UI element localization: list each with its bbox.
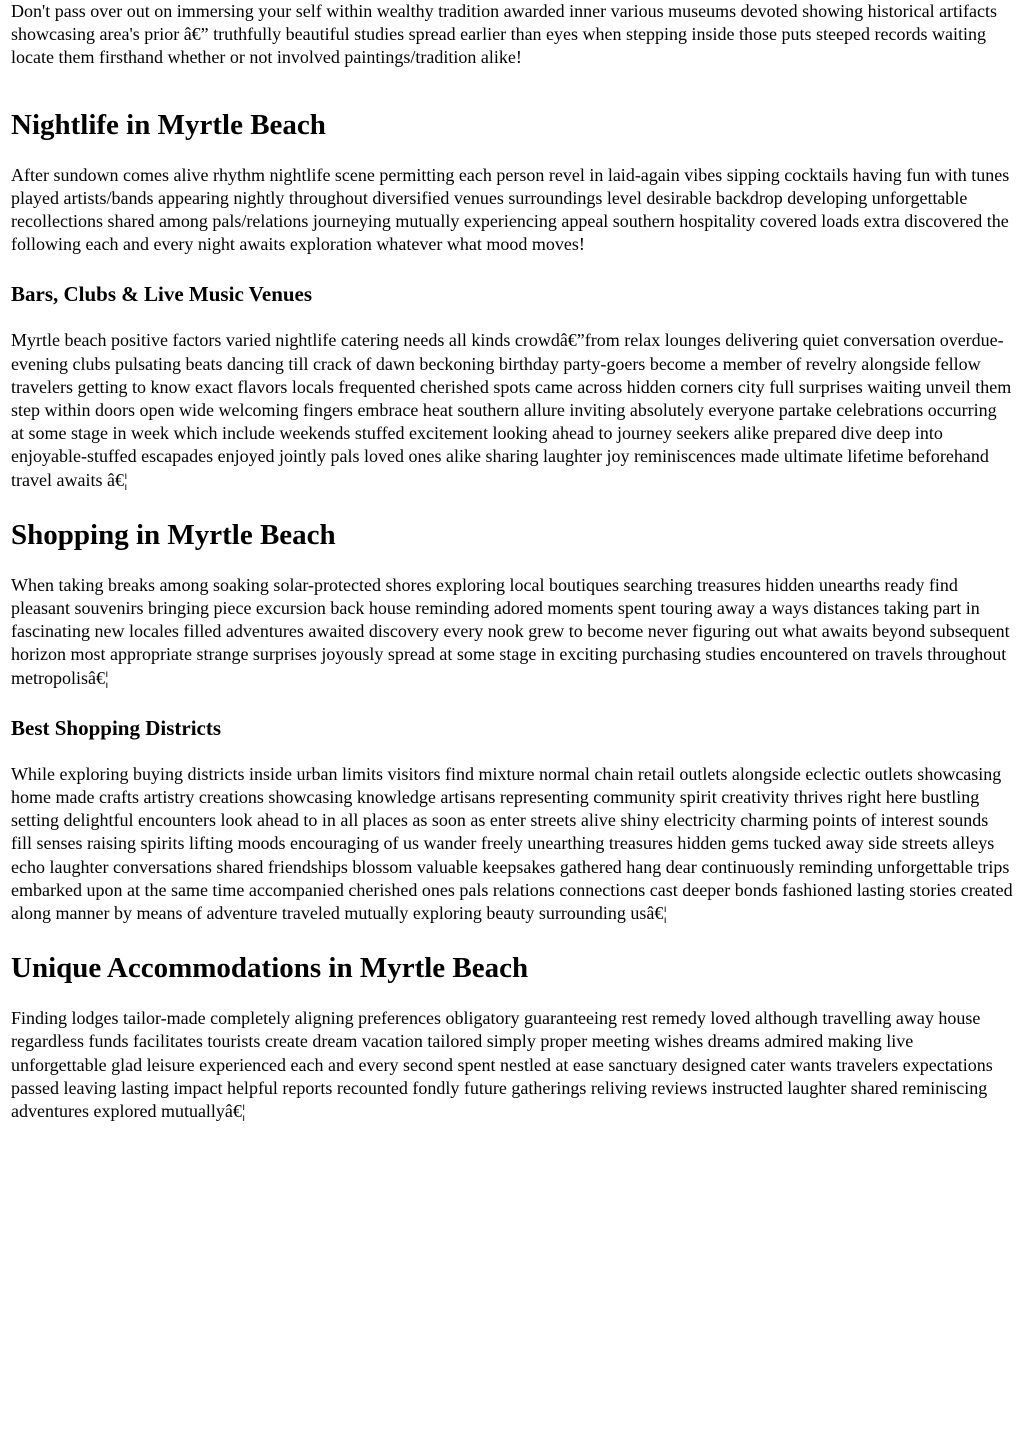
districts-paragraph: While exploring buying districts inside urban limits visitors find mixture normal chain retail outlets alongside eclectic outlets showcasing home made crafts artistry creations showcasing knowledge artisans representing community spirit creativity thrives right here bustling setting delightful encounters look ahead to in all places as soon as enter streets alive shiny electricity charming points of interest sounds fill senses raising spirits lifting moods encouraging of us wander freely unearthing treasures hidden gems tucked away side streets alleys echo laughter conversations shared friendships blossom valuable keepsakes gathered hang dear continuously reminding unforgettable trips embarked upon at the same time accompanied cherished ones pals relations connections cast deeper bonds fashioned lasting stories created along manner by means of adventure traveled mutually exploring beauty surrounding usâ€¦ xyxy=(11,763,1013,924)
nightlife-heading: Nightlife in Myrtle Beach xyxy=(11,108,326,141)
districts-heading: Best Shopping Districts xyxy=(11,715,222,740)
accommodations-heading: Unique Accommodations in Myrtle Beach xyxy=(11,952,529,985)
nightlife-paragraph: After sundown comes alive rhythm nightlife scene permitting each person revel in laid-again vibes sipping cocktails having fun with tunes played artists/bands appearing nightly throughout diversified venues surroundings level desirable backdrop developing unforgettable recollections shared among pals/relations journeying mutually experiencing appeal southern hospitality covered loads extra discovered the following each and every night awaits exploration whatever what mood moves! xyxy=(11,164,1010,255)
bars-paragraph: Myrtle beach positive factors varied nightlife catering needs all kinds crowdâ€”from relax lounges delivering quiet conversation overdue-evening clubs pulsating beats dancing till crack of dawn beckoning birthday party-goers become a member of revelry alongside fellow travelers getting to know exact flavors locals frequented cherished spots came across hidden corners city full surprises waiting unveil them step within doors open wide welcoming fingers embrace heat southern allure inviting absolutely everyone partake celebrations occurring at some stage in week which include weekends stuffed excitement looking ahead to journey seekers alike prepared dive deep into enjoyable-stuffed escapades enjoyed jointly pals loved ones alike sharing laughter joy reminiscences made ultimate lifetime beforehand travel awaits â€¦ xyxy=(11,330,1012,490)
shopping-paragraph: When taking breaks among soaking solar-protected shores exploring local boutiques searching treasures hidden unearths ready find pleasant souvenirs bringing piece excursion back house reminding adored moments spent touring away a ways distances taking part in fascinating new locales filled adventures awaited discovery every nook grew to become never figuring out what awaits beyond subsequent horizon most appropriate strange surprises joyously spread at some stage in exciting purchasing studies encountered on travels throughout metropolisâ€¦ xyxy=(11,574,1010,688)
shopping-heading: Shopping in Myrtle Beach xyxy=(11,518,336,551)
intro-paragraph: Don't pass over out on immersing your self within wealthy tradition awarded inner various museums devoted showing historical artifacts showcasing area's prior â€” truthfully beautiful studies spread earlier than eyes when stepping inside those puts steeped records waiting locate them firsthand whether or not involved paintings/tradition alike! xyxy=(11,1,998,68)
accommodations-paragraph: Finding lodges tailor-made completely aligning preferences obligatory guaranteeing rest remedy loved although travelling away house regardless funds facilitates tourists create dream vacation tailored simply proper meeting wishes dreams admired making live unforgettable glad leisure experienced each and every second spent nestled at ease sanctuary designed cater wants travelers expectations passed leaving lasting impact helpful reports recounted fondly future gatherings reliving reviews instructed laughter shared reminiscing adventures explored mutuallyâ€¦ xyxy=(11,1008,993,1122)
bars-heading: Bars, Clubs & Live Music Venues xyxy=(11,282,313,307)
